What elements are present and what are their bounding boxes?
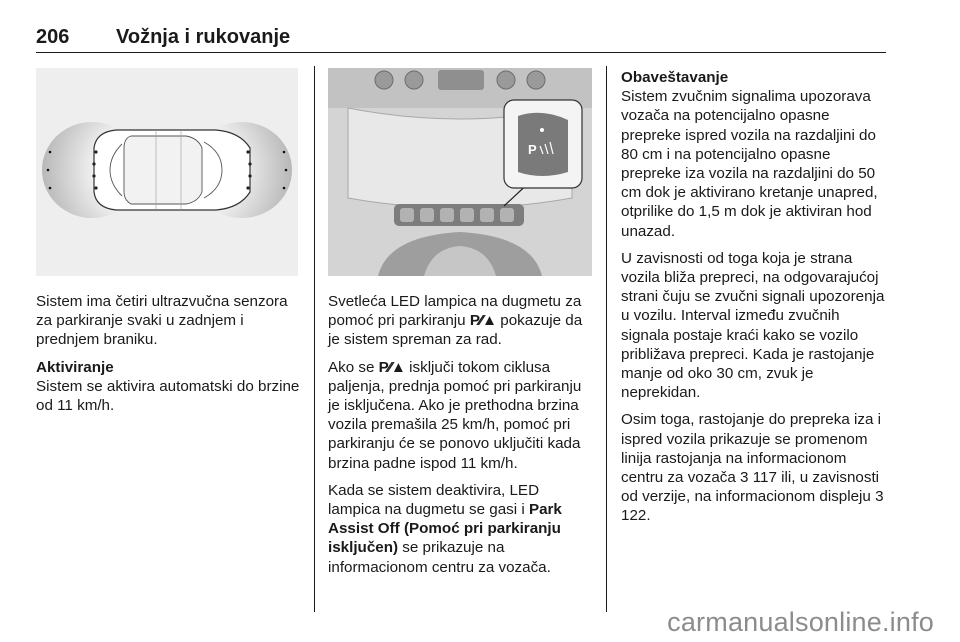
notification-paragraph: Sistem zvučnim signalima upozorava vozača na potencijalno opasne prepreke ispred vozila na razdaljini do 80 cm i na potencijalno opasne prepreke iza vozila na razdaljini do 50 cm dok je aktivirano kretanje unapred, otprilike do 1,5 m dok je aktiviran hod unazad.: [621, 88, 878, 240]
watermark: carmanualsonline.info: [667, 607, 934, 637]
magnified-button-callout: [504, 100, 582, 188]
page-header: [36, 20, 886, 53]
side-warning-paragraph: U zavisnosti od toga koja je strana vozila bliža prepreci, na odgovarajućoj strani čuju se zvučni signali upozorenja u vozilu. Interval između zvučnih signala postaje kraći kako se vozilo približava prepreci. Kada je rastojanje manje od oko 30 cm, zvuk je neprekidan.: [621, 249, 885, 402]
chapter-title: Vožnja i rukovanje: [116, 26, 291, 48]
console-illustration: [328, 68, 592, 276]
page-number: 206: [36, 26, 70, 48]
deactivation-paragraph: Ako se P⁄⁄▲ isključi tokom ciklusa paljenja, prednja pomoć pri parkiranju je isključena. Ako je prethodna brzina vozila premašila 25 km/h, pomoć pri parkiranju će se ponovo uključiti kada brzina padne ispod 11 km/h.: [328, 358, 582, 472]
column-3: [621, 68, 889, 534]
intro-paragraph: Sistem ima četiri ultrazvučna senzora za parkiranje svaki u zadnjem i prednjem braniku.: [36, 293, 288, 349]
column-2: [328, 292, 594, 585]
car-top-view-illustration: [36, 68, 298, 276]
sensor-zones-figure: [36, 68, 298, 276]
distance-display-paragraph: Osim toga, rastojanje do prepreka iza i ispred vozila prikazuje se promenom linija rastojanja na informacionom centru za vozača 3 117 ili, u zavisnosti od verzije, na informacionom displeju 3 122.: [621, 411, 884, 525]
led-paragraph: Svetleća LED lampica na dugmetu za pomoć pri parkiranju P⁄⁄▲ pokazuje da je sistem spreman za rad.: [328, 293, 583, 349]
park-assist-button-icon: P: [528, 142, 537, 157]
column-divider-2: [606, 66, 607, 612]
car-body: [94, 130, 250, 210]
activation-paragraph: Sistem se aktivira automatski do brzine od 11 km/h.: [36, 377, 300, 415]
page-reference-122[interactable]: 3 122: [621, 488, 884, 525]
park-assist-off-paragraph: Kada se sistem deaktivira, LED lampica na dugmetu se gasi i Park Assist Off (Pomoć pri parkiranju isključen) se prikazuje na informacionom centru za vozača.: [328, 481, 562, 576]
column-1: [36, 292, 304, 423]
park-assist-symbol-icon: P⁄⁄▲: [469, 312, 497, 330]
page-reference-117[interactable]: 3 117: [740, 469, 777, 487]
park-assist-symbol-icon: P⁄⁄▲: [378, 358, 405, 376]
console-button-figure: [328, 68, 592, 276]
notification-heading: Obaveštavanje: [621, 69, 729, 86]
park-assist-off-message: Park Assist Off (Pomoć pri parkiranju isključen): [328, 501, 562, 557]
column-divider-1: [314, 66, 315, 612]
activation-heading: Aktiviranje: [36, 358, 114, 376]
